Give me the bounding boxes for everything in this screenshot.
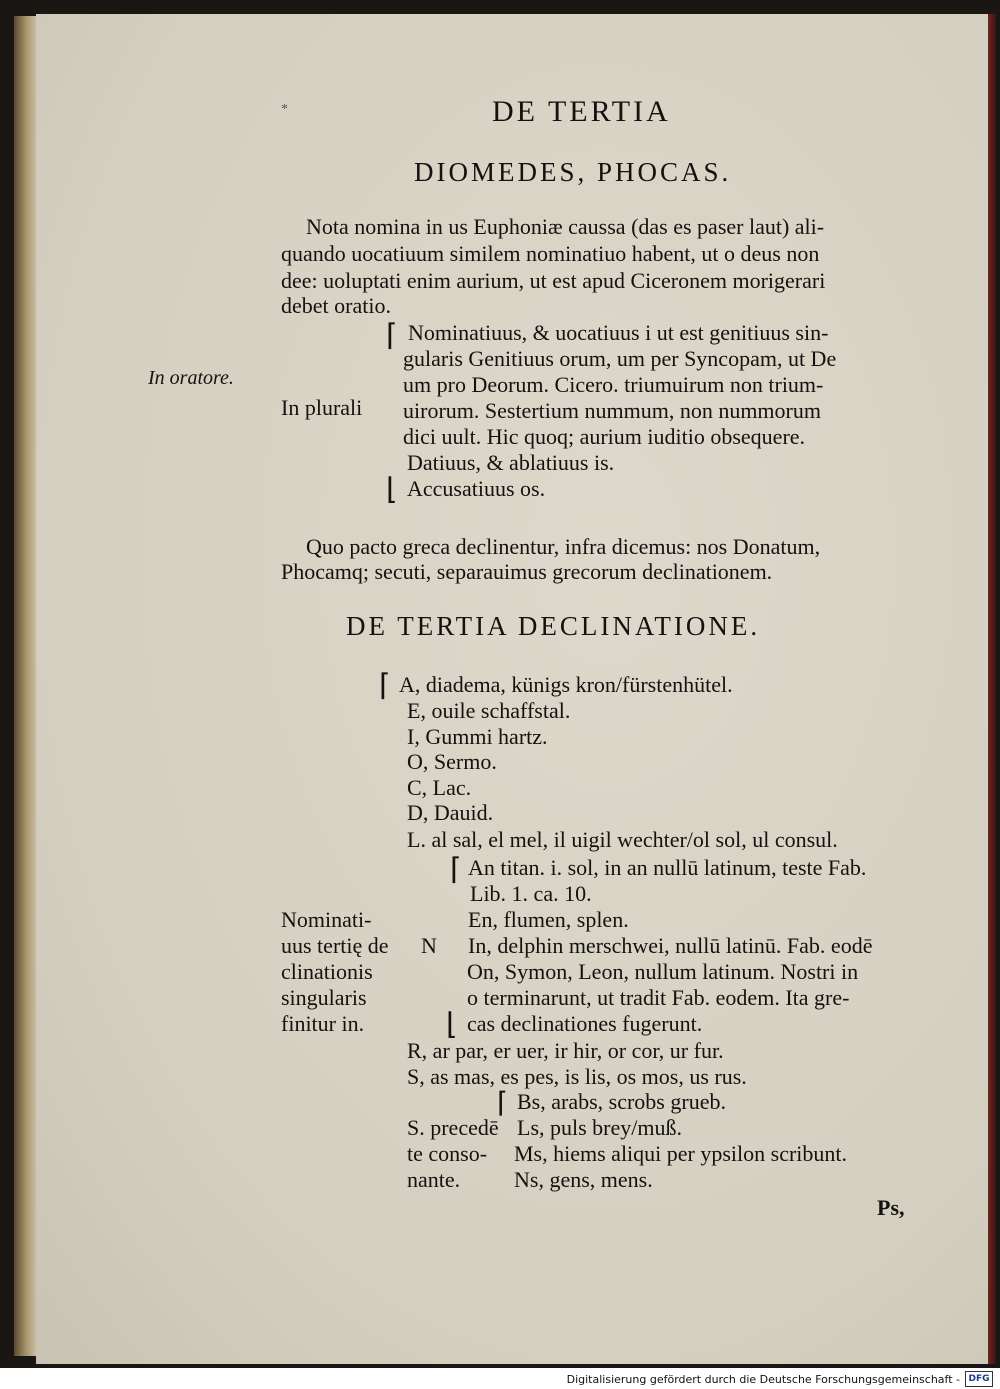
n-line: An titan. i. sol, in an nullū latinum, teste Fab. — [468, 855, 867, 880]
declension-side-label: clinationis — [281, 959, 373, 984]
plural-label: In plurali — [281, 395, 363, 420]
declension-side-label: singularis — [281, 985, 367, 1010]
n-line: Lib. 1. ca. 10. — [470, 881, 592, 906]
binding-gutter — [14, 16, 38, 1356]
running-title: DE TERTIA — [492, 95, 671, 128]
page-mark: * — [281, 102, 288, 117]
s-label: S. precedē — [407, 1115, 499, 1140]
margin-note: In oratore. — [148, 367, 234, 389]
declension-side-label: uus tertię de — [281, 933, 389, 958]
s-sub-line: Ns, gens, mens. — [514, 1167, 653, 1192]
plural-line: Datiuus, & ablatiuus is. — [407, 450, 615, 475]
greek-note-line: Quo pacto greca declinentur, infra dicemus: nos Donatum, — [306, 534, 821, 559]
n-line: On, Symon, Leon, nullum latinum. Nostri in — [467, 959, 859, 984]
catchword: Ps, — [877, 1195, 905, 1220]
n-line: cas declinationes fugerunt. — [467, 1011, 703, 1036]
n-line: En, flumen, splen. — [468, 907, 629, 932]
plural-line: gularis Genitiuus orum, um per Syncopam, ut De — [403, 346, 837, 371]
dfg-logo: DFG — [965, 1371, 993, 1387]
intro-line: dee: uoluptati enim aurium, ut est apud Ciceronem morigerari — [281, 268, 826, 293]
n-line: o terminarunt, ut tradit Fab. eodem. Ita gre‐ — [467, 985, 850, 1010]
s-label: nante. — [407, 1167, 461, 1192]
r-line: R, ar par, er uer, ir hir, or cor, ur fur. — [407, 1038, 724, 1063]
brace-open: ⌈ — [450, 852, 462, 887]
s-sub-line: Ms, hiems aliqui per ypsilon scribunt. — [514, 1141, 848, 1166]
brace-close: ⌊ — [386, 472, 398, 507]
intro-line: Nota nomina in us Euphoniæ caussa (das es paser laut) ali‐ — [306, 214, 825, 239]
declension-entry: D, Dauid. — [407, 800, 494, 825]
declension-entry: L. al sal, el mel, il uigil wechter/ol sol, ul consul. — [407, 827, 838, 852]
declension-side-label: finitur in. — [281, 1011, 365, 1036]
s-sub-line: Ls, puls brey/muß. — [517, 1115, 682, 1140]
declension-entry: C, Lac. — [407, 775, 472, 800]
section-title: DIOMEDES, PHOCAS. — [414, 157, 732, 187]
brace-open: ⌈ — [497, 1086, 508, 1119]
n-letter: N — [421, 933, 437, 958]
declension-entry: A, diadema, künigs kron/fürstenhütel. — [399, 672, 733, 697]
plural-line: dici uult. Hic quoq; aurium iuditio obsequere. — [403, 424, 806, 449]
plural-line: Accusatiuus os. — [407, 476, 546, 501]
declination-heading: DE TERTIA DECLINATIONE. — [346, 611, 761, 641]
s-label: te conso‐ — [407, 1141, 488, 1166]
greek-note-line: Phocamq; secuti, separauimus grecorum declinationem. — [281, 559, 773, 584]
intro-line: quando uocatiuum similem nominatiuo habent, ut o deus non — [281, 241, 820, 266]
s-sub-line: Bs, arabs, scrobs grueb. — [517, 1089, 726, 1114]
n-line: In, delphin merschwei, nullū latinū. Fab. eodē — [468, 933, 873, 958]
declension-entry: I, Gummi hartz. — [407, 724, 548, 749]
intro-line: debet oratio. — [281, 293, 391, 318]
plural-line: Nominatiuus, & uocatiuus i ut est genitiuus sin‐ — [408, 320, 829, 345]
brace-close: ⌊ — [446, 1007, 458, 1042]
brace-open: ⌈ — [386, 318, 398, 353]
plural-line: um pro Deorum. Cicero. triumuirum non trium‐ — [403, 372, 824, 397]
declension-entry: E, ouile schaffstal. — [407, 698, 571, 723]
plural-line: uirorum. Sestertium nummum, non nummorum — [403, 398, 821, 423]
declension-entry: O, Sermo. — [407, 749, 497, 774]
footer-credit: Digitalisierung gefördert durch die Deutsche Forschungsgemeinschaft - — [566, 1373, 960, 1386]
brace-open: ⌈ — [379, 668, 391, 703]
declension-side-label: Nominati‐ — [281, 907, 372, 932]
s-line: S, as mas, es pes, is lis, os mos, us rus. — [407, 1064, 747, 1089]
